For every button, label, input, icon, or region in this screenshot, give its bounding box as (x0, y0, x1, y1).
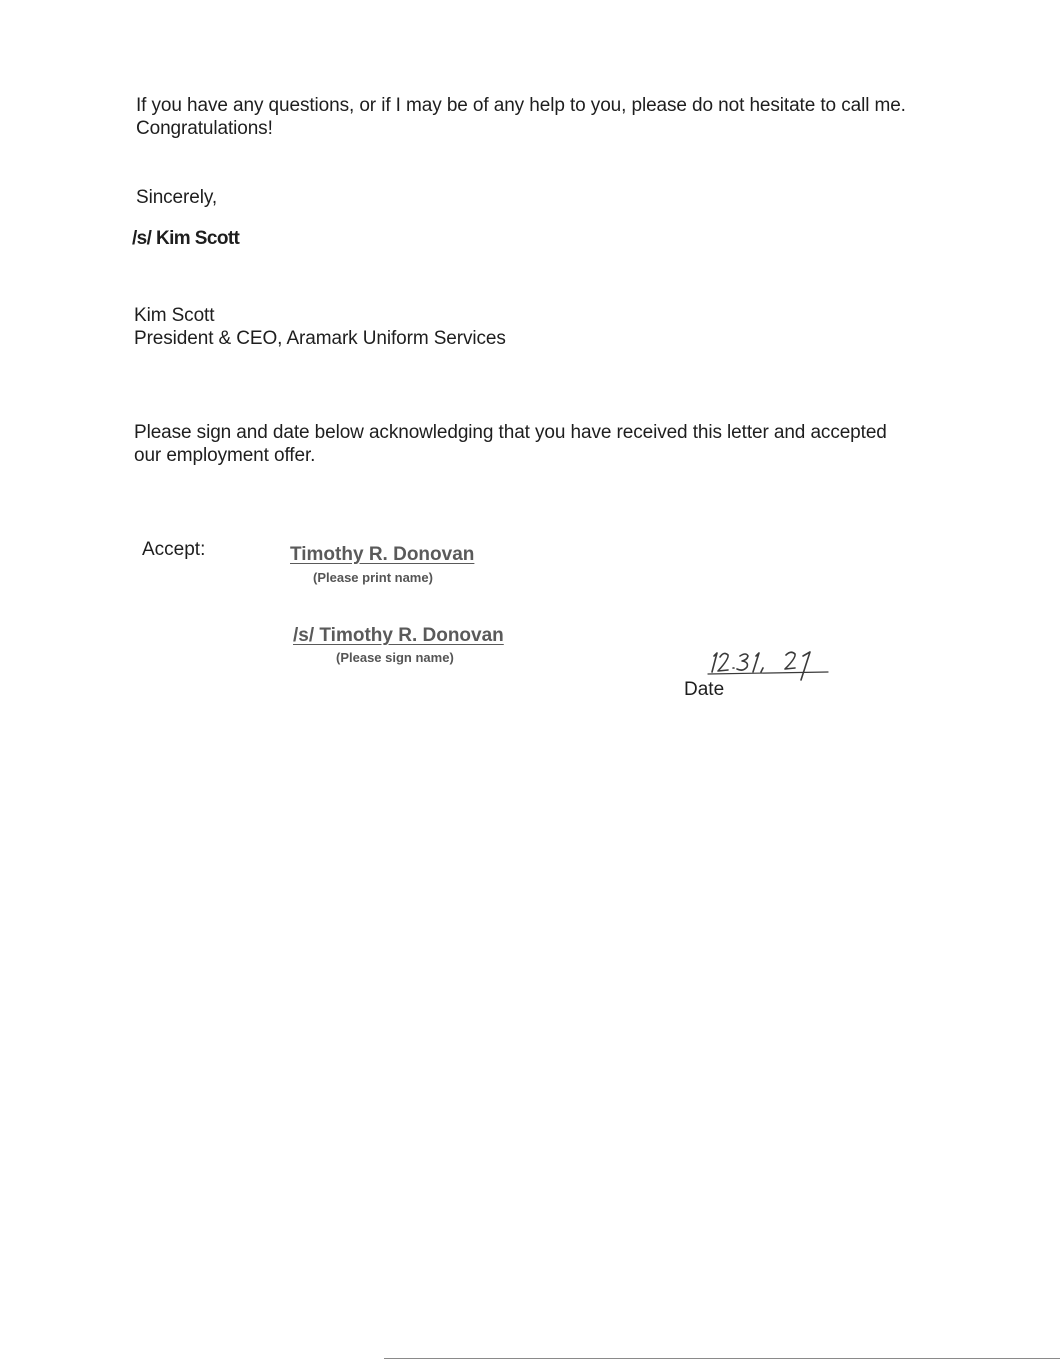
signer-title: President & CEO, Aramark Uniform Services (134, 328, 506, 349)
printed-name-field: Timothy R. Donovan (290, 544, 475, 565)
printed-name-caption: (Please print name) (313, 570, 433, 585)
accept-label: Accept: (142, 539, 206, 560)
acknowledgment-request: Please sign and date below acknowledging that you have received this letter and accepted our employment offer. (134, 422, 887, 466)
footer-rule (384, 1358, 1060, 1359)
handwritten-date (706, 644, 836, 684)
signed-name-field: /s/ Timothy R. Donovan (293, 625, 504, 646)
conformed-signature: /s/ Kim Scott (132, 228, 240, 249)
signed-name-caption: (Please sign name) (336, 650, 454, 665)
signer-name: Kim Scott (134, 305, 215, 326)
closing-paragraph: If you have any questions, or if I may be of any help to you, please do not hesitate to call me. Congratulations! (136, 95, 906, 139)
date-label: Date (684, 679, 725, 700)
valediction: Sincerely, (136, 187, 218, 208)
